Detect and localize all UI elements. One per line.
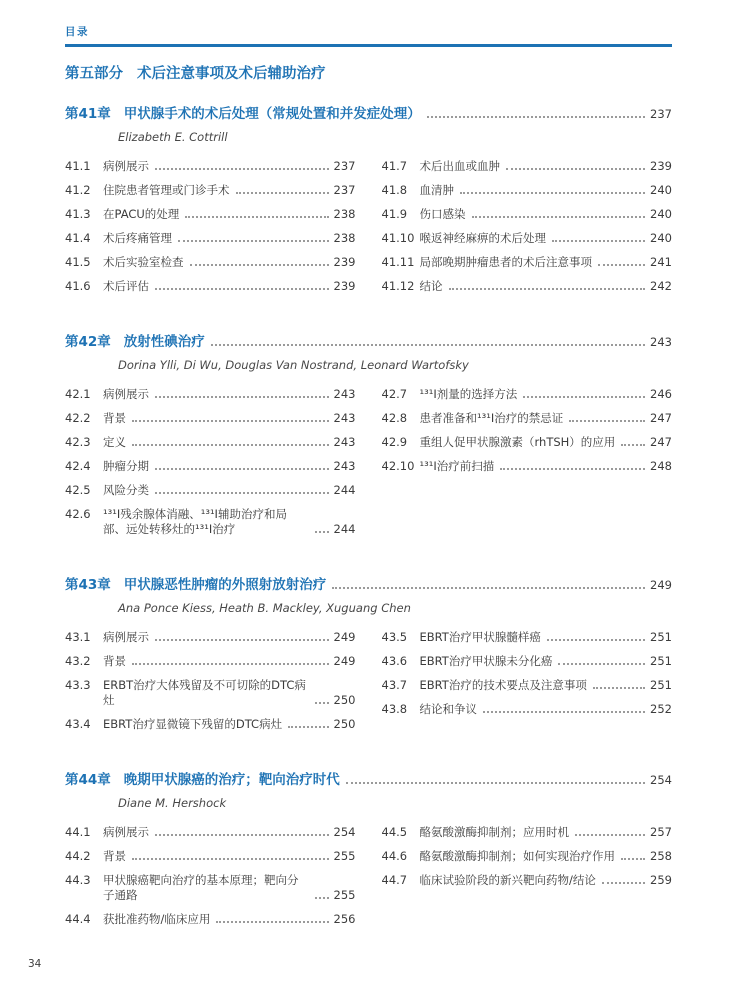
toc-entry [382,873,673,888]
section-columns [65,387,672,546]
entry-number: 43.2 [65,654,91,668]
entry-title: 术后出血或血肿 [419,159,500,173]
entry-number: 42.7 [381,387,408,401]
chapter-block [65,333,672,546]
toc-entry [382,411,673,426]
dot-leader [155,834,329,836]
entry-number: 42.9 [381,435,408,449]
entry-page-number: 243 [333,387,356,401]
dot-leader [346,782,645,784]
chapter-number: 第41章 [65,106,111,122]
page-header [65,26,672,47]
entry-number: 43.3 [65,678,91,692]
entry-body [420,207,673,222]
dot-leader [132,858,329,860]
right-column [382,630,673,741]
chapter-page-number: 249 [650,578,672,592]
entry-title: 定义 [103,435,126,449]
left-column [65,387,356,546]
toc-entry [65,717,356,732]
left-column [65,159,356,303]
dot-leader [598,264,645,266]
entry-title: ¹³¹I剂量的选择方法 [419,387,518,401]
toc-entry [382,825,673,840]
dot-leader [155,288,329,290]
entry-body [103,411,356,426]
entry-title: 血清肿 [419,183,454,197]
entry-number: 44.7 [381,873,408,887]
entry-page-number: 255 [333,849,356,863]
toc-entry [382,630,673,645]
entry-page-number: 250 [333,693,356,707]
entry-title: 背景 [103,849,126,863]
entry-body [420,183,673,198]
toc-entry [65,183,356,198]
entry-number: 42.1 [65,387,91,401]
entry-body [420,702,673,717]
entry-body [420,255,673,270]
entry-body [103,873,356,903]
entry-number: 41.1 [65,159,91,173]
chapter-block [65,105,672,303]
entry-body [103,231,356,246]
entry-number: 41.11 [381,255,415,269]
entry-page-number: 249 [333,654,356,668]
entry-body [103,459,356,474]
chapter-title: 放射性碘治疗 [123,334,205,350]
dot-leader [575,834,645,836]
entry-body [420,279,673,294]
toc-entry [382,231,673,246]
entry-body [103,717,356,732]
left-column [65,825,356,936]
section-columns [65,159,672,303]
dot-leader [621,858,645,860]
entry-page-number: 246 [650,387,672,401]
entry-title: 伤口感染 [419,207,466,221]
entry-number: 43.8 [381,702,408,716]
entry-body [420,654,673,669]
entry-title: 住院患者管理或门诊手术 [103,183,230,197]
chapter-page-number: 243 [650,335,672,349]
dot-leader [506,168,645,170]
entry-title: 酪氨酸激酶抑制剂；应用时机 [419,825,569,839]
toc-entry [65,279,356,294]
dot-leader [155,492,329,494]
entry-body [103,912,356,927]
toc-entry [382,702,673,717]
entry-body [420,459,673,474]
toc-entry [382,387,673,402]
entry-body [103,630,356,645]
entry-page-number: 250 [333,717,356,731]
entry-page-number: 240 [650,231,672,245]
part-number-label: 第五部分 [65,66,123,82]
chapter-page-number: 254 [650,773,672,787]
toc-entry [65,507,356,537]
entry-number: 42.5 [65,483,91,497]
toc-entry [65,849,356,864]
entry-number: 42.10 [381,459,415,473]
toc-entry [65,435,356,450]
entry-page-number: 251 [650,654,672,668]
toc-entry [65,159,356,174]
entry-body [103,825,356,840]
entry-page-number: 256 [333,912,356,926]
entry-page-number: 258 [650,849,672,863]
dot-leader [132,420,329,422]
part-title-text: 术后注意事项及术后辅助治疗 [137,66,326,82]
entry-page-number: 244 [333,483,356,497]
toc-entry [382,849,673,864]
toc-entry [382,279,673,294]
entry-page-number: 243 [333,459,356,473]
toc-entry [65,825,356,840]
right-column [382,159,673,303]
entry-body [420,849,673,864]
dot-leader [523,396,645,398]
chapter-heading [65,576,672,594]
footer-page-number: 34 [28,958,42,970]
dot-leader [315,897,329,899]
toc-entry [382,255,673,270]
dot-leader [427,116,645,118]
toc-entry [382,183,673,198]
chapter-number: 第43章 [65,577,111,593]
entry-title: ERBT治疗大体残留及不可切除的DTC病灶 [103,678,306,707]
entry-title: 获批准药物/临床应用 [103,912,211,926]
entry-title: 临床试验阶段的新兴靶向药物/结论 [419,873,596,887]
right-column [382,387,673,546]
entry-number: 41.9 [381,207,408,221]
entry-number: 42.6 [65,507,91,521]
dot-leader [236,192,329,194]
entry-title: ¹³¹I残余腺体消融、¹³¹I辅助治疗和局部、远处转移灶的¹³¹I治疗 [103,507,287,536]
toc-entry [65,387,356,402]
entry-page-number: 242 [650,279,672,293]
entry-title: 甲状腺癌靶向治疗的基本原理；靶向分子通路 [103,873,299,902]
entry-body [103,159,356,174]
entry-number: 41.12 [381,279,415,293]
dot-leader [216,921,328,923]
entry-number: 41.5 [65,255,91,269]
entry-number: 44.4 [65,912,91,926]
dot-leader [472,216,646,218]
entry-title: EBRT治疗甲状腺未分化癌 [419,654,553,668]
toc-entry [65,411,356,426]
entry-title: 局部晚期肿瘤患者的术后注意事项 [419,255,592,269]
entry-body [420,435,673,450]
chapter-authors: Diane M. Hershock [118,796,227,810]
dot-leader [500,468,645,470]
chapter-block [65,576,672,741]
entry-title: 背景 [103,654,126,668]
chapter-number: 第42章 [65,334,111,350]
entry-title: 病例展示 [103,630,149,644]
entry-page-number: 251 [650,630,672,644]
entry-title: 结论和争议 [419,702,477,716]
entry-page-number: 237 [333,159,356,173]
dot-leader [155,396,329,398]
entry-title: ¹³¹I治疗前扫描 [419,459,495,473]
entry-body [420,159,673,174]
entry-title: 肿瘤分期 [103,459,149,473]
entry-title: 喉返神经麻痹的术后处理 [419,231,546,245]
left-column [65,630,356,741]
entry-body [420,630,673,645]
entry-body [103,255,356,270]
entry-number: 44.1 [65,825,91,839]
toc-entry [65,678,356,708]
chapter-authors: Elizabeth E. Cottrill [118,130,228,144]
toc-entry [382,654,673,669]
entry-title: 重组人促甲状腺激素（rhTSH）的应用 [419,435,616,449]
entry-number: 41.3 [65,207,91,221]
entry-number: 41.2 [65,183,91,197]
entry-page-number: 240 [650,207,672,221]
entry-title: 背景 [103,411,126,425]
dot-leader [288,726,328,728]
chapter-title: 甲状腺手术的术后处理（常规处置和并发症处理） [123,106,421,122]
dot-leader [460,192,645,194]
chapter-authors: Dorina Ylli, Di Wu, Douglas Van Nostrand, Leonard Wartofsky [118,358,469,372]
chapter-page-number: 237 [650,107,672,121]
entry-page-number: 238 [333,231,356,245]
entry-page-number: 241 [650,255,672,269]
dot-leader [315,531,329,533]
entry-body [420,678,673,693]
entry-title: 术后疼痛管理 [103,231,172,245]
entry-page-number: 239 [650,159,672,173]
entry-title: 酪氨酸激酶抑制剂；如何实现治疗作用 [419,849,615,863]
dot-leader [190,264,329,266]
entry-page-number: 251 [650,678,672,692]
entry-page-number: 247 [650,435,672,449]
entry-body [420,825,673,840]
entry-body [103,279,356,294]
toc-entry [65,207,356,222]
toc-entry [65,231,356,246]
entry-page-number: 239 [333,255,356,269]
toc-entry [65,873,356,903]
entry-page-number: 239 [333,279,356,293]
toc-entry [382,207,673,222]
entry-page-number: 240 [650,183,672,197]
part-title [65,65,672,84]
entry-number: 41.6 [65,279,91,293]
toc-entry [65,630,356,645]
entry-number: 41.4 [65,231,91,245]
entry-page-number: 243 [333,411,356,425]
entry-number: 41.10 [381,231,415,245]
entry-body [103,678,356,708]
entry-title: 结论 [419,279,443,293]
toc-entry [65,255,356,270]
entry-page-number: 247 [650,411,672,425]
chapter-title: 晚期甲状腺癌的治疗；靶向治疗时代 [123,772,340,788]
chapter-heading [65,771,672,789]
chapter-heading [65,105,672,123]
entry-body [420,873,673,888]
dot-leader [569,420,645,422]
entry-body [103,387,356,402]
toc-entry [382,159,673,174]
right-column [382,825,673,936]
entry-title: 病例展示 [103,159,149,173]
entry-number: 41.8 [381,183,408,197]
section-columns [65,825,672,936]
entry-body [103,207,356,222]
dot-leader [132,663,329,665]
entry-number: 44.6 [381,849,408,863]
chapter-heading [65,333,672,351]
dot-leader [332,587,645,589]
dot-leader [602,882,645,884]
dot-leader [155,639,329,641]
entry-title: 术后评估 [103,279,149,293]
header-label: 目录 [65,26,89,38]
dot-leader [593,687,645,689]
entry-body [420,411,673,426]
dot-leader [483,711,645,713]
entry-number: 44.2 [65,849,91,863]
entry-page-number: 255 [333,888,356,902]
entry-title: 患者准备和¹³¹I治疗的禁忌证 [419,411,564,425]
chapter-number: 第44章 [65,772,111,788]
dot-leader [558,663,645,665]
entry-number: 42.3 [65,435,91,449]
entry-title: 病例展示 [103,825,149,839]
entry-number: 43.7 [381,678,408,692]
entry-body [103,483,356,498]
dot-leader [155,468,329,470]
entry-title: 病例展示 [103,387,149,401]
toc-entry [382,435,673,450]
toc-entry [382,678,673,693]
entry-title: EBRT治疗显微镜下残留的DTC病灶 [103,717,283,731]
dot-leader [185,216,328,218]
entry-title: EBRT治疗的技术要点及注意事项 [419,678,587,692]
entry-number: 44.3 [65,873,91,887]
entry-number: 43.6 [381,654,408,668]
chapter-block [65,771,672,936]
dot-leader [132,444,329,446]
dot-leader [155,168,329,170]
header-rule [65,44,672,47]
entry-number: 43.1 [65,630,91,644]
entry-page-number: 244 [333,522,356,536]
entry-page-number: 252 [650,702,672,716]
entry-page-number: 257 [650,825,672,839]
entry-number: 41.7 [381,159,408,173]
entry-page-number: 249 [333,630,356,644]
section-columns [65,630,672,741]
entry-number: 43.4 [65,717,91,731]
entry-number: 42.4 [65,459,91,473]
dot-leader [552,240,645,242]
chapter-title: 甲状腺恶性肿瘤的外照射放射治疗 [123,577,327,593]
entry-number: 42.2 [65,411,91,425]
entry-body [103,849,356,864]
entry-title: 风险分类 [103,483,149,497]
entry-body [420,387,673,402]
entry-number: 43.5 [381,630,408,644]
entry-body [103,654,356,669]
entry-number: 42.8 [381,411,408,425]
entry-number: 44.5 [381,825,408,839]
entry-title: 在PACU的处理 [103,207,180,221]
entry-page-number: 238 [333,207,356,221]
dot-leader [178,240,329,242]
entry-body [420,231,673,246]
entry-page-number: 237 [333,183,356,197]
dot-leader [315,702,329,704]
entry-title: 术后实验室检查 [103,255,184,269]
chapters [65,105,672,936]
entry-page-number: 254 [333,825,356,839]
dot-leader [547,639,645,641]
entry-body [103,435,356,450]
toc-entry [382,459,673,474]
entry-page-number: 259 [650,873,672,887]
entry-body [103,183,356,198]
dot-leader [621,444,645,446]
dot-leader [211,344,645,346]
toc-entry [65,654,356,669]
entry-page-number: 248 [650,459,672,473]
toc-entry [65,483,356,498]
entry-title: EBRT治疗甲状腺髓样癌 [419,630,541,644]
dot-leader [449,288,646,290]
entry-page-number: 243 [333,435,356,449]
toc-entry [65,459,356,474]
toc-entry [65,912,356,927]
chapter-authors: Ana Ponce Kiess, Heath B. Mackley, Xuguang Chen [118,601,411,615]
entry-body [103,507,356,537]
